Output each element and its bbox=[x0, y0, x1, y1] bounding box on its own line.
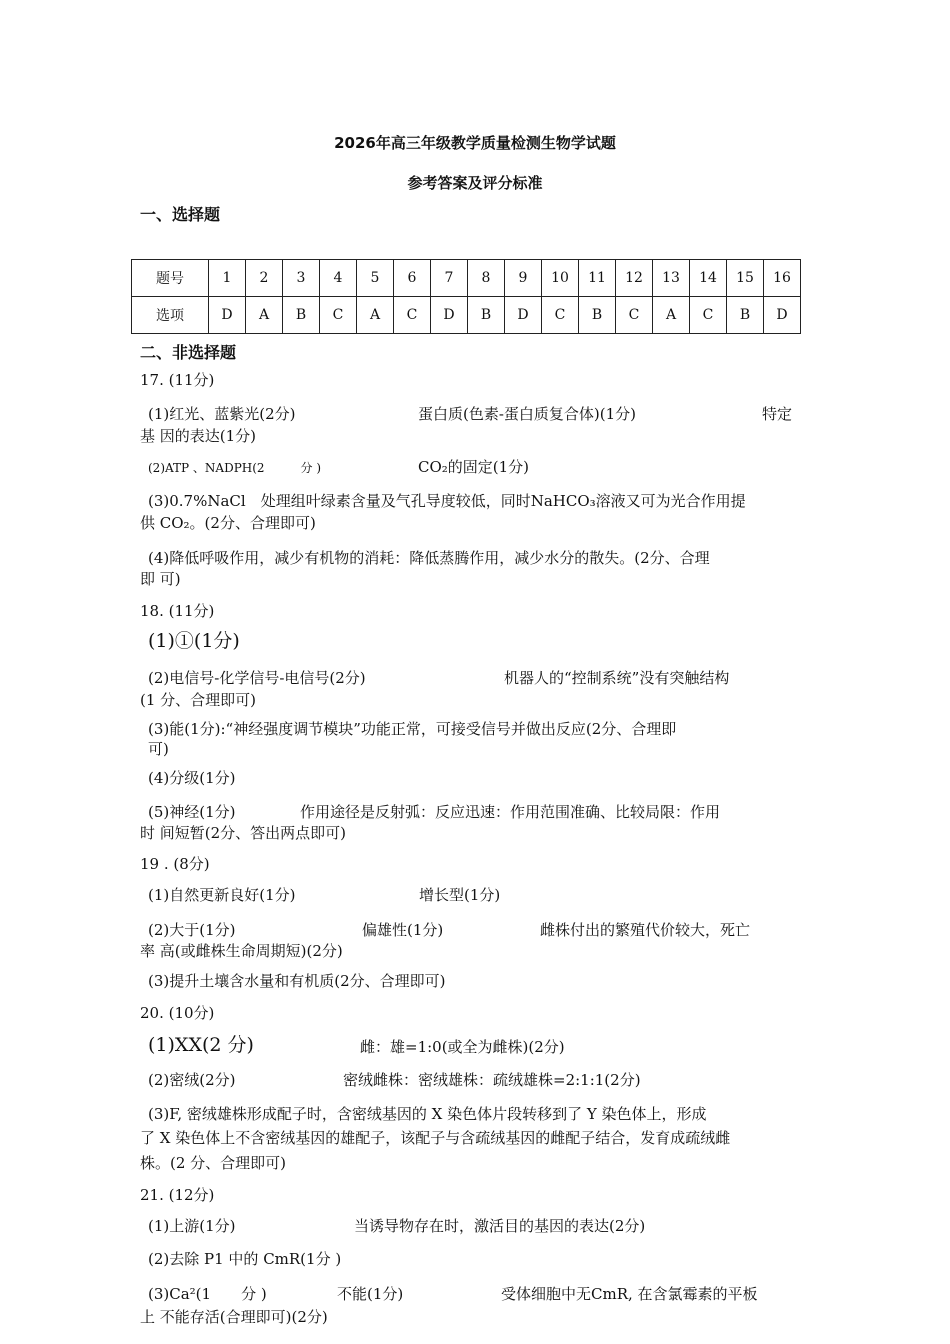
answer-cell: C bbox=[616, 297, 653, 334]
q17-a4-line1: (4)降低呼吸作用，减少有机物的消耗：降低蒸腾作用，减少水分的散失。(2分、合理 bbox=[148, 549, 710, 567]
question-number-cell: 10 bbox=[542, 260, 579, 297]
q17-a1-part2: 蛋白质(色素-蛋白质复合体)(1分) bbox=[418, 405, 637, 423]
q17-answer-2 bbox=[148, 456, 813, 479]
q20-a2-part1: (2)密绒(2分) bbox=[148, 1071, 236, 1089]
question-number-cell: 6 bbox=[394, 260, 431, 297]
q18-a2-part2: 机器人的“控制系统”没有突触结构 bbox=[504, 669, 730, 687]
q19-heading: 19 . (8分) bbox=[140, 855, 210, 873]
q21-a3-line2: 上 不能存活(合理即可)(2分) bbox=[140, 1308, 328, 1326]
q20-answer-1 bbox=[148, 1034, 813, 1057]
q17-a1-part3: 特定 bbox=[762, 405, 793, 423]
q18-a1: (1)①(1分) bbox=[148, 630, 240, 652]
question-number-cell: 5 bbox=[357, 260, 394, 297]
q21-a3-part3: 受体细胞中无CmR, 在含氯霉素的平板 bbox=[501, 1285, 758, 1303]
q17-a1-part1: (1)红光、蓝紫光(2分) bbox=[148, 405, 296, 423]
q18-answer-2 bbox=[148, 667, 813, 689]
q21-a2: (2)去除 P1 中的 CmR(1分 ) bbox=[148, 1250, 342, 1268]
q20-a1-part2: 雌：雄=1:0(或全为雌株)(2分) bbox=[360, 1038, 565, 1056]
q17-a2-part1: (2)ATP 、NADPH(2 分 ) bbox=[148, 461, 322, 475]
answer-cell: D bbox=[431, 297, 468, 334]
answer-cell: D bbox=[209, 297, 246, 334]
question-number-cell: 1 bbox=[209, 260, 246, 297]
q17-answer-1 bbox=[148, 403, 813, 425]
q19-answer-1 bbox=[148, 884, 813, 906]
q19-a1-part2: 增长型(1分) bbox=[419, 886, 501, 904]
question-number-cell: 7 bbox=[431, 260, 468, 297]
q17-a1-cont: 基 因的表达(1分) bbox=[140, 427, 257, 445]
document-title: 2026年高三年级教学质量检测生物学试题 bbox=[334, 134, 616, 152]
question-number-cell: 14 bbox=[690, 260, 727, 297]
q20-a3-line3: 株。(2 分、合理即可) bbox=[140, 1154, 287, 1172]
q20-answer-2 bbox=[148, 1069, 813, 1091]
q18-a3-line2: 可) bbox=[148, 740, 169, 758]
question-number-cell: 12 bbox=[616, 260, 653, 297]
answer-row bbox=[132, 297, 801, 334]
q20-a3-line1: (3)F, 密绒雄株形成配子时，含密绒基因的 X 染色体片段转移到了 Y 染色体上，形成 bbox=[148, 1105, 707, 1123]
q21-a1-part2: 当诱导物存在时，激活目的基因的表达(2分) bbox=[354, 1217, 646, 1235]
q18-a3-line1: (3)能(1分):“神经强度调节模块”功能正常，可接受信号并做出反应(2分、合理即 bbox=[148, 720, 677, 738]
q20-a1-part1: (1)XX(2 分) bbox=[148, 1034, 254, 1056]
q19-a2-line2: 率 高(或雌株生命周期短)(2分) bbox=[140, 942, 343, 960]
q18-a4: (4)分级(1分) bbox=[148, 769, 236, 787]
answer-cell: C bbox=[690, 297, 727, 334]
q21-a1-part1: (1)上游(1分) bbox=[148, 1217, 236, 1235]
q19-a2-part3: 雌株付出的繁殖代价较大，死亡 bbox=[540, 921, 751, 939]
row-label-number: 题号 bbox=[132, 260, 209, 297]
q19-a2-part2: 偏雄性(1分) bbox=[362, 921, 444, 939]
q21-a3-part2: 不能(1分) bbox=[337, 1285, 404, 1303]
q18-a5-part1: (5)神经(1分) bbox=[148, 803, 236, 821]
answer-cell: B bbox=[579, 297, 616, 334]
question-number-cell: 15 bbox=[727, 260, 764, 297]
question-number-cell: 4 bbox=[320, 260, 357, 297]
question-number-cell: 11 bbox=[579, 260, 616, 297]
q21-heading: 21. (12分) bbox=[140, 1186, 215, 1204]
q21-a3-part1: (3)Ca²(1 分 ) bbox=[148, 1285, 267, 1303]
answer-cell: C bbox=[542, 297, 579, 334]
question-number-row bbox=[132, 260, 801, 297]
q17-heading: 17. (11分) bbox=[140, 371, 215, 389]
q21-answer-1 bbox=[148, 1215, 813, 1237]
q17-a4-line2: 即 可) bbox=[140, 570, 181, 588]
answer-cell: B bbox=[283, 297, 320, 334]
q18-a5-part2: 作用途径是反射弧：反应迅速：作用范围准确、比较局限：作用 bbox=[300, 803, 721, 821]
answer-cell: A bbox=[653, 297, 690, 334]
question-number-cell: 13 bbox=[653, 260, 690, 297]
q18-a5-line2: 时 间短暂(2分、答出两点即可) bbox=[140, 824, 347, 842]
question-number-cell: 9 bbox=[505, 260, 542, 297]
q20-heading: 20. (10分) bbox=[140, 1004, 215, 1022]
q19-a1-part1: (1)自然更新良好(1分) bbox=[148, 886, 296, 904]
q18-heading: 18. (11分) bbox=[140, 602, 215, 620]
answer-cell: D bbox=[764, 297, 801, 334]
q19-a2-part1: (2)大于(1分) bbox=[148, 921, 236, 939]
q20-a2-part2: 密绒雌株：密绒雄株：疏绒雄株=2:1:1(2分) bbox=[343, 1071, 641, 1089]
answer-table bbox=[131, 259, 801, 334]
answer-cell: C bbox=[394, 297, 431, 334]
answer-cell: B bbox=[727, 297, 764, 334]
q19-a3: (3)提升土壤含水量和有机质(2分、合理即可) bbox=[148, 972, 446, 990]
q17-a3-line1: (3)0.7%NaCl 处理组叶绿素含量及气孔导度较低，同时NaHCO₃溶液又可为光合作用提 bbox=[148, 492, 746, 510]
section-choice-title: 一、选择题 bbox=[140, 205, 221, 224]
q18-a2-part1: (2)电信号-化学信号-电信号(2分) bbox=[148, 669, 366, 687]
q20-a3-line2: 了 X 染色体上不含密绒基因的雄配子，该配子与含疏绒基因的雌配子结合，发育成疏绒雌 bbox=[140, 1129, 731, 1147]
question-number-cell: 2 bbox=[246, 260, 283, 297]
answer-cell: A bbox=[246, 297, 283, 334]
q21-answer-3 bbox=[148, 1283, 813, 1305]
answer-cell: C bbox=[320, 297, 357, 334]
q17-a2-part2: CO₂的固定(1分) bbox=[418, 458, 530, 476]
q18-answer-5 bbox=[148, 801, 813, 823]
answer-cell: D bbox=[505, 297, 542, 334]
question-number-cell: 16 bbox=[764, 260, 801, 297]
row-label-answer: 选项 bbox=[132, 297, 209, 334]
question-number-cell: 8 bbox=[468, 260, 505, 297]
answer-cell: A bbox=[357, 297, 394, 334]
q19-answer-2 bbox=[148, 919, 813, 941]
answer-cell: B bbox=[468, 297, 505, 334]
q17-a3-line2: 供 CO₂。(2分、合理即可) bbox=[140, 514, 316, 532]
document-subtitle: 参考答案及评分标准 bbox=[407, 174, 543, 192]
section-nonchoice-title: 二、非选择题 bbox=[140, 343, 237, 362]
question-number-cell: 3 bbox=[283, 260, 320, 297]
q18-a2-line2: (1 分、合理即可) bbox=[140, 691, 257, 709]
